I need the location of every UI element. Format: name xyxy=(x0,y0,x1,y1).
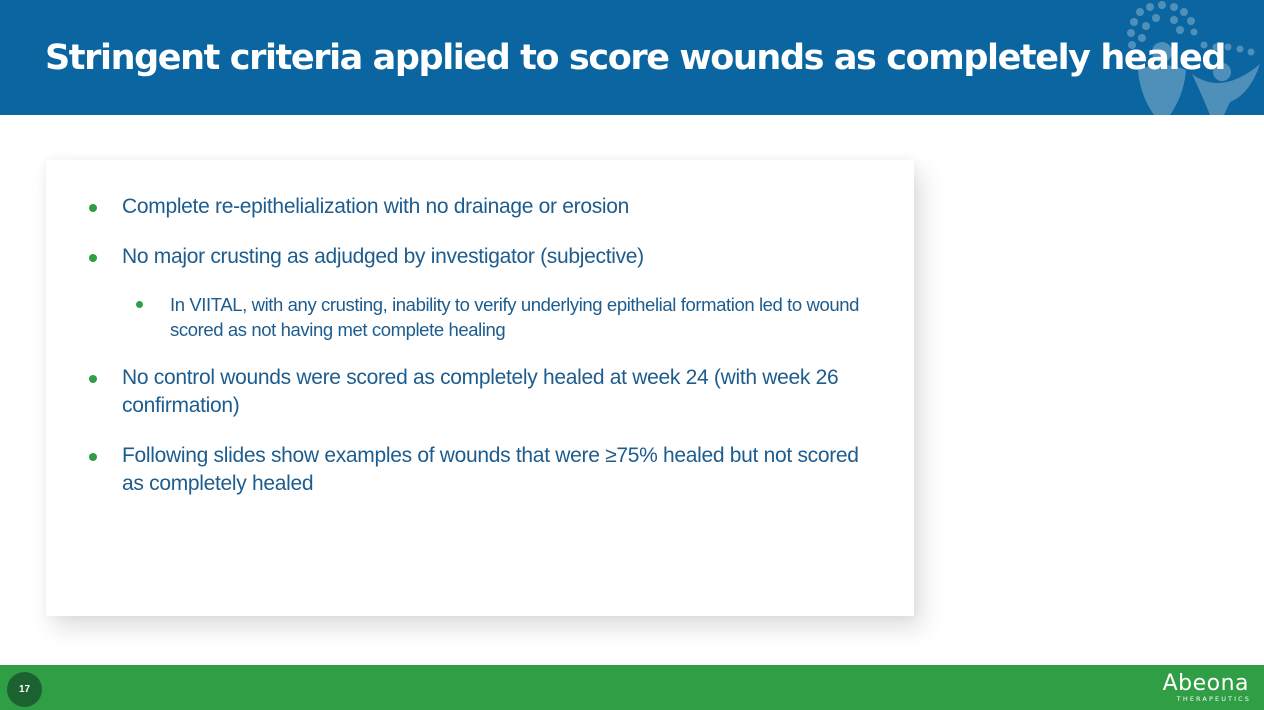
logo-name: Abeona xyxy=(1162,671,1249,696)
list-item xyxy=(170,292,870,342)
list-item xyxy=(122,364,842,420)
bullet-dot-icon xyxy=(89,204,97,212)
slide-title: Stringent criteria applied to score wounds as completely healed xyxy=(45,38,1226,78)
bullet-text: In VIITAL, with any crusting, inability to verify underlying epithelial formation led to wound scored as not having met complete healing xyxy=(170,294,860,340)
bullet-dot-icon xyxy=(89,375,97,383)
bullet-list xyxy=(46,160,914,616)
logo-tagline: THERAPEUTICS xyxy=(1176,695,1251,703)
bullet-dot-icon xyxy=(89,453,97,461)
list-item xyxy=(122,243,882,271)
bullet-text: No control wounds were scored as completely healed at week 24 (with week 26 confirmation) xyxy=(122,366,839,417)
title-bar xyxy=(0,0,1264,115)
logo-watermark-icon xyxy=(1074,0,1264,115)
bullet-text: Following slides show examples of wounds that were ≥75% healed but not scored as completely healed xyxy=(122,444,859,495)
bullet-dot-icon xyxy=(89,254,97,262)
list-item xyxy=(122,442,882,498)
bullet-text: Complete re-epithelialization with no drainage or erosion xyxy=(122,195,630,218)
content-card xyxy=(46,160,914,616)
company-logo xyxy=(1149,673,1249,703)
bullet-dot-icon xyxy=(136,301,143,308)
bullet-text: No major crusting as adjudged by investigator (subjective) xyxy=(122,245,644,268)
page-number-badge: 17 xyxy=(7,672,42,707)
list-item xyxy=(122,193,882,221)
footer-bar xyxy=(0,665,1264,710)
